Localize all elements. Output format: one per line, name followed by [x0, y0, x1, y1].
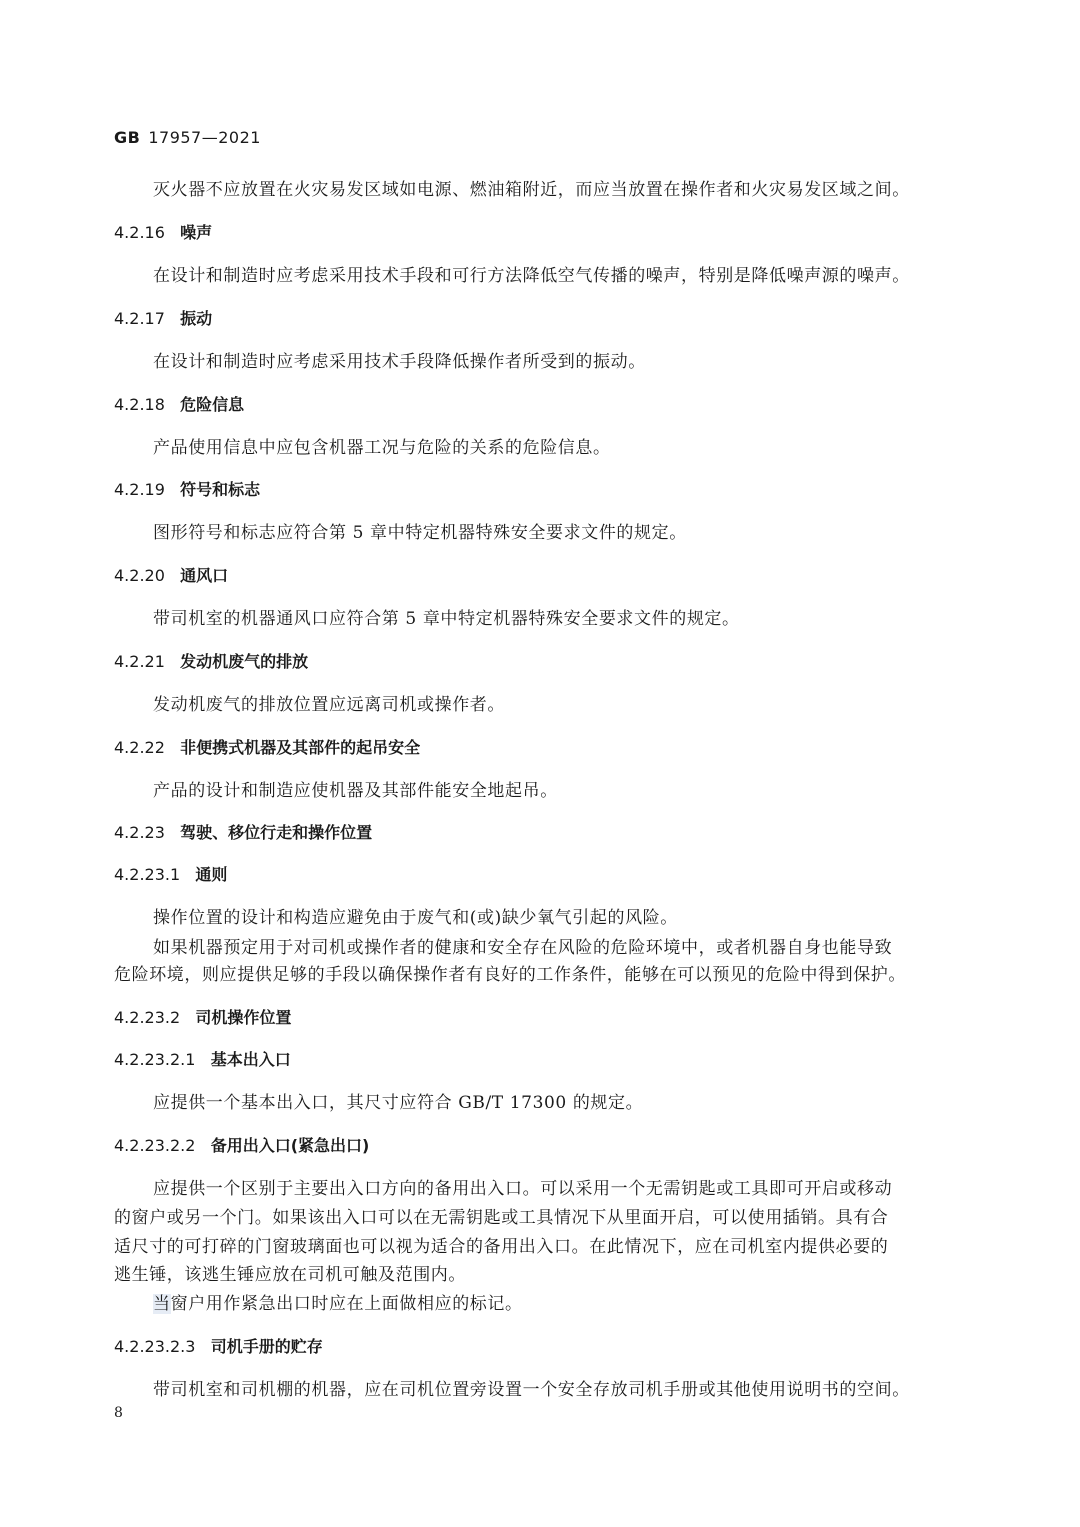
section-number: 4.2.23 — [114, 823, 165, 842]
paragraph-4-2-23-2-2-line-2: 的窗户或另一个门。如果该出入口可以在无需钥匙或工具情况下从里面开启，可以使用插销。具有合 — [114, 1208, 889, 1228]
section-number: 4.2.17 — [114, 309, 165, 328]
heading-4-2-21 — [114, 650, 308, 674]
standard-identifier — [114, 128, 261, 147]
section-number: 4.2.23.2.3 — [114, 1337, 196, 1356]
paragraph-extinguisher: 灭火器不应放置在火灾易发区域如电源、燃油箱附近，而应当放置在操作者和火灾易发区域之间。 — [153, 180, 910, 200]
heading-4-2-23-1 — [114, 863, 227, 887]
section-title: 发动机废气的排放 — [180, 652, 309, 671]
standard-number: 17957—2021 — [148, 128, 261, 147]
paragraph-4-2-23-2-3: 带司机室和司机棚的机器，应在司机位置旁设置一个安全存放司机手册或其他使用说明书的空间。 — [153, 1380, 910, 1400]
heading-4-2-23-2-3 — [114, 1335, 323, 1359]
section-title: 通风口 — [180, 566, 229, 585]
section-title: 驾驶、移位行走和操作位置 — [180, 823, 373, 842]
heading-4-2-19 — [114, 478, 260, 502]
section-title: 通则 — [195, 865, 228, 884]
heading-4-2-17 — [114, 307, 212, 331]
heading-4-2-16 — [114, 221, 212, 245]
paragraph-4-2-23-2-2-line-3: 适尺寸的可打碎的门窗玻璃面也可以视为适合的备用出入口。在此情况下，应在司机室内提供必要的 — [114, 1237, 889, 1257]
section-number: 4.2.23.2 — [114, 1008, 181, 1027]
section-number: 4.2.22 — [114, 738, 165, 757]
paragraph-4-2-17: 在设计和制造时应考虑采用技术手段降低操作者所受到的振动。 — [153, 352, 646, 372]
heading-4-2-23-2-1 — [114, 1048, 291, 1072]
section-title: 符号和标志 — [180, 480, 261, 499]
paragraph-4-2-23-2-2-line-4: 逃生锤，该逃生锤应放在司机可触及范围内。 — [114, 1265, 466, 1285]
section-number: 4.2.23.1 — [114, 865, 181, 884]
heading-4-2-23 — [114, 821, 372, 845]
paragraph-4-2-23-1-b-line-2: 危险环境，则应提供足够的手段以确保操作者有良好的工作条件，能够在可以预见的危险中得到保护。 — [114, 965, 906, 985]
selection-highlight: 当 — [153, 1294, 171, 1314]
paragraph-4-2-23-2-2-line-1: 应提供一个区别于主要出入口方向的备用出入口。可以采用一个无需钥匙或工具即可开启或移动 — [153, 1179, 893, 1199]
page-number: 8 — [114, 1405, 123, 1421]
heading-4-2-23-2 — [114, 1006, 291, 1030]
paragraph-4-2-23-1-b-line-1: 如果机器预定用于对司机或操作者的健康和安全存在风险的危险环境中，或者机器自身也能导致 — [153, 938, 893, 958]
section-number: 4.2.19 — [114, 480, 165, 499]
paragraph-4-2-21: 发动机废气的排放位置应远离司机或操作者。 — [153, 695, 505, 715]
section-title: 司机操作位置 — [195, 1008, 292, 1027]
section-title: 振动 — [180, 309, 213, 328]
heading-4-2-23-2-2 — [114, 1134, 369, 1158]
paragraph-text: 窗户用作紧急出口时应在上面做相应的标记。 — [170, 1294, 523, 1314]
section-title: 基本出入口 — [210, 1050, 291, 1069]
section-title: 噪声 — [180, 223, 213, 242]
heading-4-2-22 — [114, 736, 420, 760]
paragraph-4-2-22: 产品的设计和制造应使机器及其部件能安全地起吊。 — [153, 781, 558, 801]
paragraph-4-2-23-1-a: 操作位置的设计和构造应避免由于废气和(或)缺少氧气引起的风险。 — [153, 908, 678, 928]
section-title: 司机手册的贮存 — [210, 1337, 323, 1356]
section-number: 4.2.20 — [114, 566, 165, 585]
section-number: 4.2.21 — [114, 652, 165, 671]
paragraph-4-2-23-2-1: 应提供一个基本出入口，其尺寸应符合 GB/T 17300 的规定。 — [153, 1093, 644, 1113]
paragraph-4-2-23-2-2-b — [153, 1292, 523, 1316]
section-title: 危险信息 — [180, 395, 245, 414]
section-number: 4.2.16 — [114, 223, 165, 242]
section-title: 备用出入口(紧急出口) — [210, 1136, 370, 1155]
standard-prefix: GB — [114, 128, 141, 147]
section-number: 4.2.23.2.1 — [114, 1050, 196, 1069]
heading-4-2-18 — [114, 393, 244, 417]
section-number: 4.2.18 — [114, 395, 165, 414]
paragraph-4-2-20: 带司机室的机器通风口应符合第 5 章中特定机器特殊安全要求文件的规定。 — [153, 609, 740, 629]
section-title: 非便携式机器及其部件的起吊安全 — [180, 738, 421, 757]
heading-4-2-20 — [114, 564, 228, 588]
paragraph-4-2-18: 产品使用信息中应包含机器工况与危险的关系的危险信息。 — [153, 438, 611, 458]
paragraph-4-2-19: 图形符号和标志应符合第 5 章中特定机器特殊安全要求文件的规定。 — [153, 523, 687, 543]
section-number: 4.2.23.2.2 — [114, 1136, 196, 1155]
paragraph-4-2-16: 在设计和制造时应考虑采用技术手段和可行方法降低空气传播的噪声，特别是降低噪声源的噪声。 — [153, 266, 910, 286]
